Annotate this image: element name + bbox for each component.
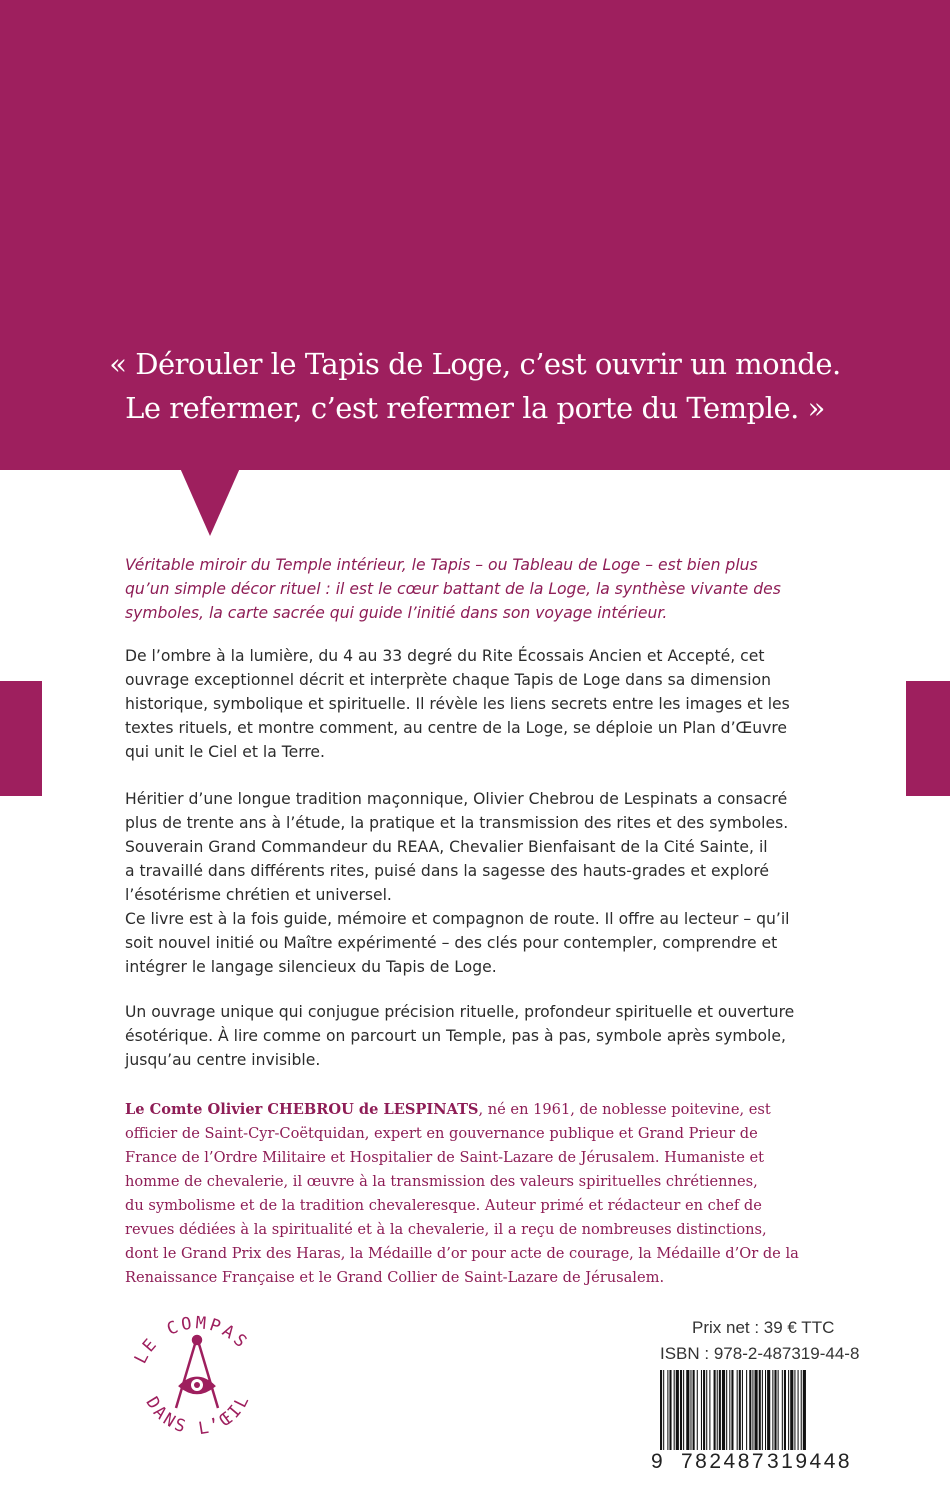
barcode-bar [772,1370,773,1450]
text-line: soit nouvel initié ou Maître expérimenté – des clés pour contempler, comprendre et [125,934,778,952]
barcode-right-group: 319448 [767,1450,853,1473]
barcode-bar [706,1370,707,1450]
price-label: Prix net : 39 € TTC [692,1318,835,1337]
lead-line: symboles, la carte sacrée qui guide l’initié dans son voyage intérieur. [125,604,668,622]
barcode-bar [709,1370,710,1450]
cover-quote [0,342,950,430]
text-line: intégrer le langage silencieux du Tapis de Loge. [125,958,497,976]
barcode-first-digit: 9 [651,1450,663,1473]
bio-line: du symbolisme et de la tradition chevaleresque. Auteur primé et rédacteur en chef de [125,1197,762,1214]
quote-line-1: « Dérouler le Tapis de Loge, c’est ouvrir un monde. [109,347,841,381]
barcode-bar [737,1370,738,1450]
barcode-left-group: 782487 [681,1450,767,1473]
text-line: De l’ombre à la lumière, du 4 au 33 degré du Rite Écossais Ancien et Accepté, cet [125,647,765,665]
text-line: Souverain Grand Commandeur du REAA, Chevalier Bienfaisant de la Cité Sainte, il [125,838,768,856]
lead-line: Véritable miroir du Temple intérieur, le Tapis – ou Tableau de Loge – est bien plus [125,556,758,574]
bio-line: officier de Saint-Cyr-Coëtquidan, expert en gouvernance publique et Grand Prieur de [125,1125,758,1142]
isbn-label: ISBN : 978-2-487319-44-8 [660,1344,860,1363]
bio-line: dont le Grand Prix des Haras, la Médaille d’or pour acte de courage, la Médaille d’Or de la [125,1245,799,1262]
barcode-bar [765,1370,766,1450]
barcode-bar [755,1370,758,1450]
barcode-bar [690,1370,691,1450]
lead-paragraph [125,553,821,625]
barcode-bar [660,1370,662,1450]
description-paragraph-3 [125,1000,821,1072]
barcode-bar [676,1370,679,1450]
barcode-bar [742,1370,743,1450]
text-line: a travaillé dans différents rites, puisé dans la sagesse des hauts-grades et exploré [125,862,770,880]
description-paragraph-1 [125,644,821,764]
barcode-bar [752,1370,753,1450]
text-line: Un ouvrage unique qui conjugue précision rituelle, profondeur spirituelle et ouverture [125,1003,795,1021]
barcode-bar [782,1370,783,1450]
barcode-bar [693,1370,695,1450]
text-line: jusqu’au centre invisible. [125,1051,321,1069]
barcode-bar [749,1370,751,1450]
bio-line: France de l’Ordre Militaire et Hospitalier de Saint-Lazare de Jérusalem. Humaniste et [125,1149,765,1166]
author-bio [125,1098,821,1290]
description-paragraph-2 [125,787,821,979]
band-notch-triangle [180,468,240,536]
barcode-bar [803,1370,806,1450]
barcode-bar [774,1370,776,1450]
barcode-bar [683,1370,684,1450]
quote-line-2: Le refermer, c’est refermer la porte du Temple. » [125,391,825,425]
bio-line: Renaissance Française et le Grand Collier de Saint-Lazare de Jérusalem. [125,1269,665,1286]
barcode-bar [717,1370,718,1450]
barcode-bar [801,1370,802,1450]
barcode-bar [790,1370,793,1450]
barcode-bar [778,1370,779,1450]
barcode-bar [767,1370,770,1450]
barcode-bar [663,1370,664,1450]
publisher-logo [122,1296,272,1476]
text-line: textes rituels, et montre comment, au centre de la Loge, se déploie un Plan d’Œuvre [125,719,787,737]
barcode-bar [703,1370,705,1450]
text-line: historique, symbolique et spirituelle. Il révèle les liens secrets entre les images et les [125,695,790,713]
lead-line: qu’un simple décor rituel : il est le cœur battant de la Loge, la synthèse vivante des [125,580,781,598]
right-side-tab [906,681,950,796]
text-line: Héritier d’une longue tradition maçonnique, Olivier Chebrou de Lespinats a consacré [125,790,788,808]
barcode-bar [784,1370,786,1450]
barcode-bar [794,1370,795,1450]
logo-top-text: LE COMPAS [130,1313,253,1368]
text-line: l’ésotérisme chrétien et universel. [125,886,392,904]
barcode-bar [714,1370,716,1450]
barcode-bar [719,1370,721,1450]
author-bio-text: , né en 1961, de noblesse poitevine, est [478,1101,771,1118]
bio-line: homme de chevalerie, il œuvre à la transmission des valeurs spirituelles chrétiennes, [125,1173,758,1190]
barcode-bar [729,1370,730,1450]
barcode-icon [660,1370,860,1454]
barcode-bar [667,1370,668,1450]
barcode-bar [788,1370,789,1450]
barcode-bar [746,1370,747,1450]
compass-eye-icon [176,1336,218,1408]
text-line: Ce livre est à la fois guide, mémoire et compagnon de route. Il offre au lecteur – qu’il [125,910,790,928]
barcode-bar [731,1370,733,1450]
left-side-tab [0,681,42,796]
barcode-bar [674,1370,675,1450]
barcode-bar [697,1370,698,1450]
barcode-bar [669,1370,671,1450]
barcode-bar [762,1370,763,1450]
barcode-bar [739,1370,741,1450]
barcode-bar [701,1370,702,1450]
barcode-bar [759,1370,761,1450]
text-line: qui unit le Ciel et la Terre. [125,743,325,761]
barcode-bar [680,1370,682,1450]
barcode-bar [686,1370,689,1450]
band-notch [0,0,950,540]
logo-bottom-text: DANS L’ŒIL [141,1390,255,1440]
text-line: ouvrage exceptionnel décrit et interprète chaque Tapis de Loge dans sa dimension [125,671,771,689]
barcode-bar [722,1370,725,1450]
barcode-bar [798,1370,799,1450]
bio-line: revues dédiées à la spiritualité et à la chevalerie, il a reçu de nombreuses distinctions, [125,1221,767,1238]
text-line: plus de trente ans à l’étude, la pratique et la transmission des rites et des symboles. [125,814,789,832]
text-line: ésotérique. À lire comme on parcourt un Temple, pas à pas, symbole après symbole, [125,1027,786,1045]
author-name: Le Comte Olivier CHEBROU de LESPINATS [125,1101,479,1118]
barcode-bar [726,1370,727,1450]
